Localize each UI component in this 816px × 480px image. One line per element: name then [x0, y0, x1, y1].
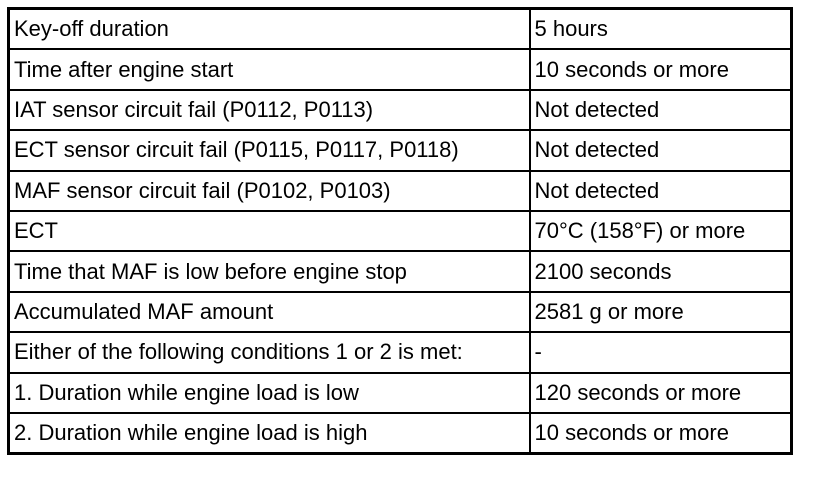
- value-cell: 70°C (158°F) or more: [530, 211, 792, 251]
- value-cell: 120 seconds or more: [530, 373, 792, 413]
- table-row: [9, 90, 792, 130]
- conditions-table: [7, 7, 793, 455]
- table-row: [9, 211, 792, 251]
- table-row: [9, 171, 792, 211]
- value-cell: 5 hours: [530, 9, 792, 50]
- condition-cell: 2. Duration while engine load is high: [9, 413, 530, 454]
- value-cell: 2100 seconds: [530, 251, 792, 291]
- table-row: [9, 251, 792, 291]
- conditions-table-container: [7, 7, 790, 455]
- value-cell: Not detected: [530, 90, 792, 130]
- value-cell: Not detected: [530, 130, 792, 170]
- value-cell: 10 seconds or more: [530, 413, 792, 454]
- condition-cell: ECT sensor circuit fail (P0115, P0117, P0118): [9, 130, 530, 170]
- value-cell: 10 seconds or more: [530, 49, 792, 89]
- condition-cell: Time that MAF is low before engine stop: [9, 251, 530, 291]
- value-cell: 2581 g or more: [530, 292, 792, 332]
- table-row: [9, 49, 792, 89]
- condition-cell: IAT sensor circuit fail (P0112, P0113): [9, 90, 530, 130]
- table-row: [9, 292, 792, 332]
- condition-cell: Time after engine start: [9, 49, 530, 89]
- table-row: [9, 413, 792, 454]
- condition-cell: 1. Duration while engine load is low: [9, 373, 530, 413]
- condition-cell: Accumulated MAF amount: [9, 292, 530, 332]
- value-cell: Not detected: [530, 171, 792, 211]
- condition-cell: Either of the following conditions 1 or 2 is met:: [9, 332, 530, 372]
- value-cell: -: [530, 332, 792, 372]
- table-row: [9, 130, 792, 170]
- table-row: [9, 9, 792, 50]
- condition-cell: Key-off duration: [9, 9, 530, 50]
- table-row: [9, 332, 792, 372]
- table-row: [9, 373, 792, 413]
- condition-cell: ECT: [9, 211, 530, 251]
- condition-cell: MAF sensor circuit fail (P0102, P0103): [9, 171, 530, 211]
